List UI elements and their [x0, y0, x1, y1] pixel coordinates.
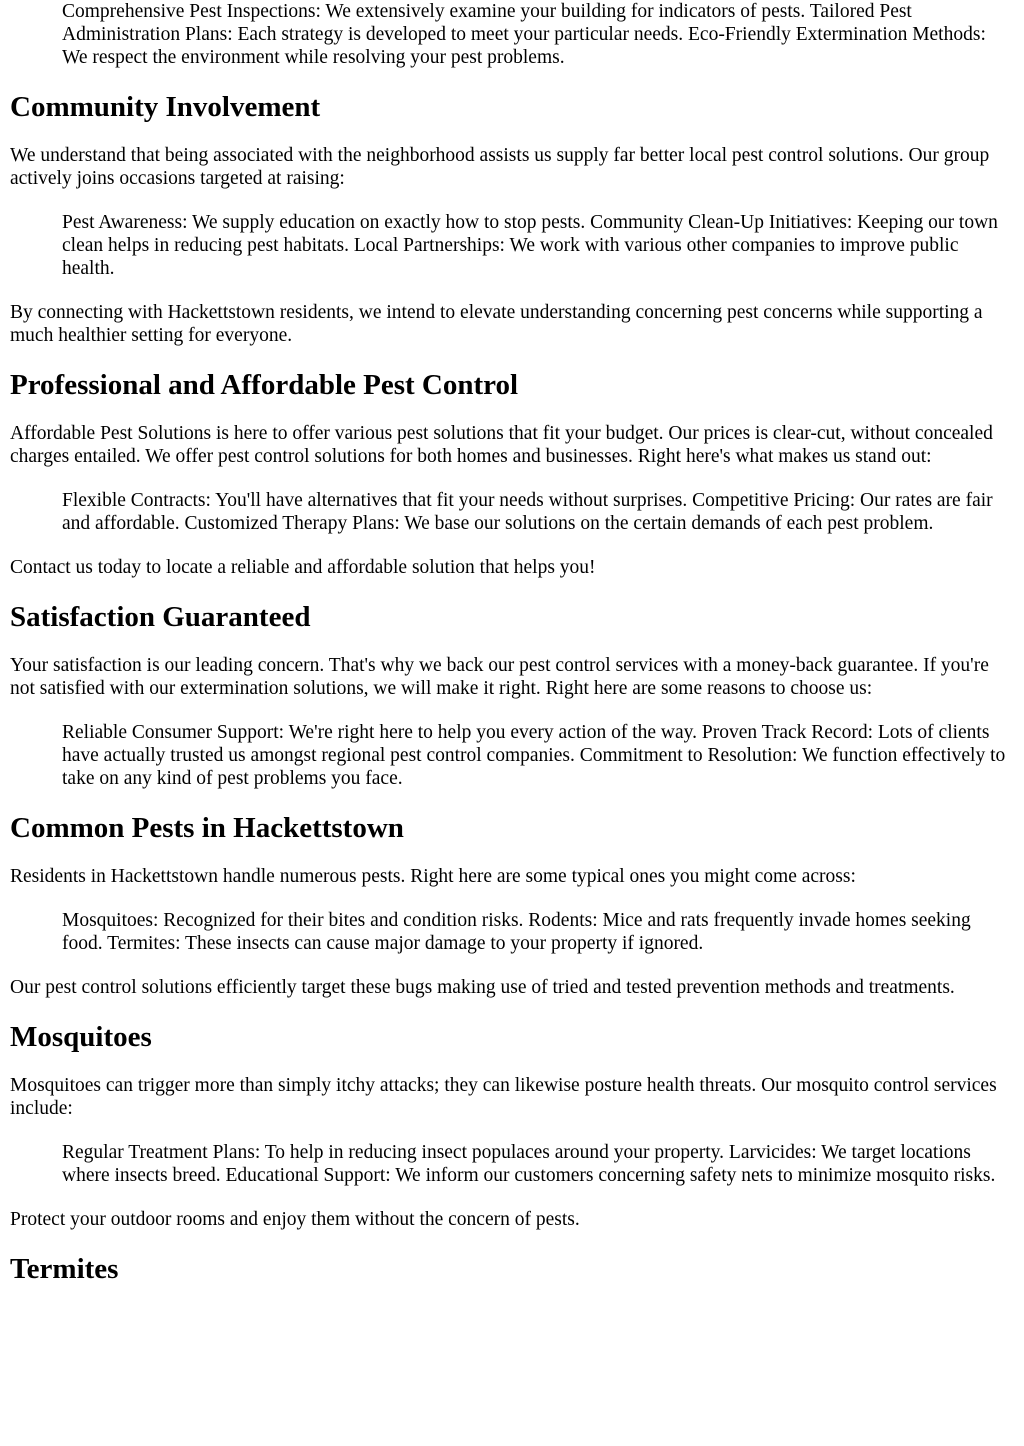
community-outro-paragraph: By connecting with Hackettstown residents, we intend to elevate understanding concerning pest concerns while supporting a much healthier setting for everyone.	[10, 302, 983, 346]
services-list-quote: Comprehensive Pest Inspections: We extensively examine your building for indicators of pests. Tailored Pest Administration Plans: Each strategy is developed to meet your particular needs. Eco-Friendly Extermination Methods: We respect the environment while resolving your pest problems.	[62, 1, 986, 68]
affordable-intro-paragraph: Affordable Pest Solutions is here to offer various pest solutions that fit your budget. Our prices is clear-cut, without concealed charges entailed. We offer pest control solutions for both homes and businesses. Right here's what makes us stand out:	[10, 423, 993, 467]
heading-termites: Termites	[10, 1253, 119, 1285]
common-pests-outro-paragraph: Our pest control solutions efficiently target these bugs making use of tried and tested prevention methods and treatments.	[10, 977, 955, 998]
heading-common-pests: Common Pests in Hackettstown	[10, 812, 404, 844]
community-intro-paragraph: We understand that being associated with the neighborhood assists us supply far better local pest control solutions. Our group actively joins occasions targeted at raising:	[10, 145, 990, 189]
heading-mosquitoes: Mosquitoes	[10, 1021, 152, 1053]
satisfaction-list-quote: Reliable Consumer Support: We're right here to help you every action of the way. Proven Track Record: Lots of clients have actually trusted us amongst regional pest control companies. Commitment to Resolution: We function effectively to take on any kind of pest problems you face.	[62, 722, 1006, 789]
mosquitoes-list-quote: Regular Treatment Plans: To help in reducing insect populaces around your property. Larvicides: We target locations where insects breed. Educational Support: We inform our customers concerning safety nets to minimize mosquito risks.	[62, 1142, 996, 1186]
heading-satisfaction-guaranteed: Satisfaction Guaranteed	[10, 601, 311, 633]
satisfaction-intro-paragraph: Your satisfaction is our leading concern. That's why we back our pest control services with a money-back guarantee. If you're not satisfied with our extermination solutions, we will make it right. Right here are some reasons to choose us:	[10, 655, 989, 699]
affordable-list-quote: Flexible Contracts: You'll have alternatives that fit your needs without surprises. Competitive Pricing: Our rates are fair and affordable. Customized Therapy Plans: We base our solutions on the certain demands of each pest problem.	[62, 490, 993, 534]
community-list-quote: Pest Awareness: We supply education on exactly how to stop pests. Community Clean-Up Initiatives: Keeping our town clean helps in reducing pest habitats. Local Partnerships: We work with various other companies to improve public health.	[62, 212, 998, 279]
affordable-outro-paragraph: Contact us today to locate a reliable and affordable solution that helps you!	[10, 557, 596, 578]
common-pests-list-quote: Mosquitoes: Recognized for their bites and condition risks. Rodents: Mice and rats frequently invade homes seeking food. Termites: These insects can cause major damage to your property if ignored.	[62, 910, 971, 954]
common-pests-intro-paragraph: Residents in Hackettstown handle numerous pests. Right here are some typical ones you might come across:	[10, 866, 856, 887]
mosquitoes-outro-paragraph: Protect your outdoor rooms and enjoy them without the concern of pests.	[10, 1209, 580, 1230]
heading-community-involvement: Community Involvement	[10, 91, 321, 123]
heading-professional-affordable: Professional and Affordable Pest Control	[10, 369, 519, 401]
mosquitoes-intro-paragraph: Mosquitoes can trigger more than simply itchy attacks; they can likewise posture health threats. Our mosquito control services include:	[10, 1075, 997, 1119]
